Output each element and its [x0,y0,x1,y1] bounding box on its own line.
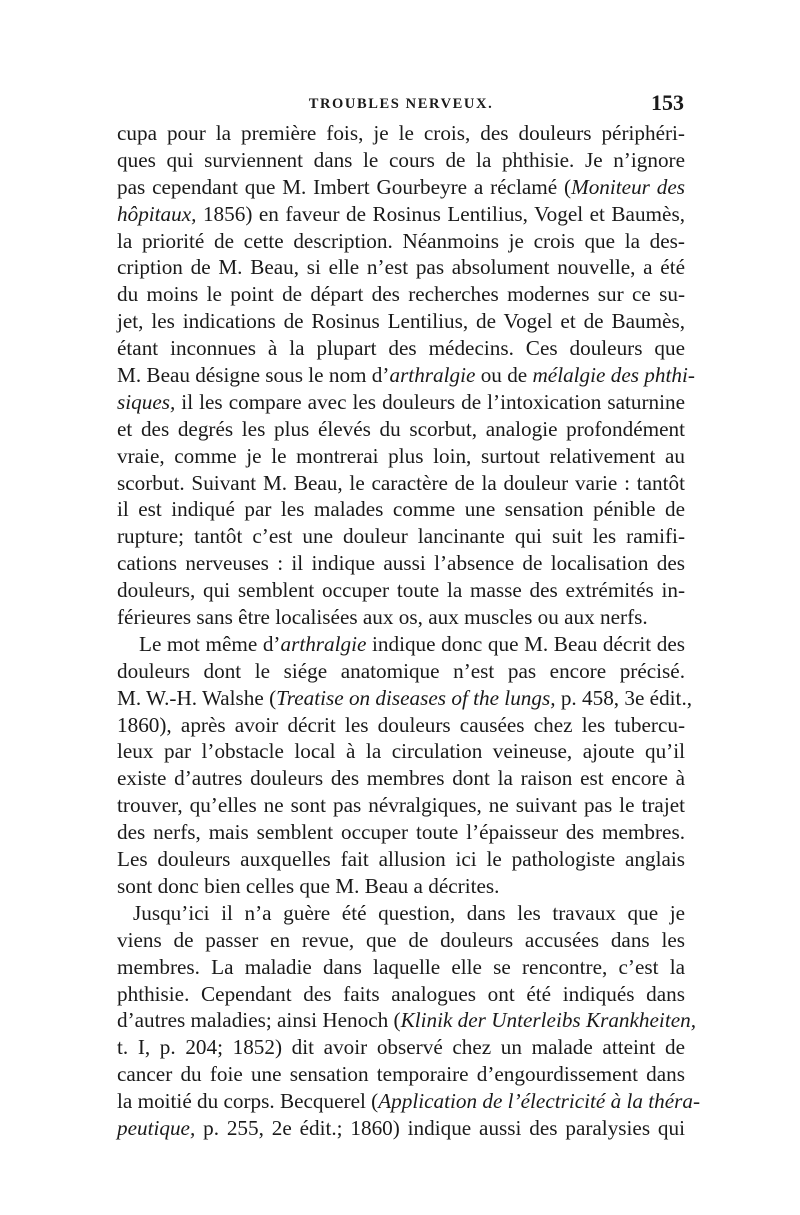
text-line [117,1061,685,1088]
italic-text-segment: mélalgie des phthi- [532,363,695,388]
text-line [117,550,685,577]
text-segment: viens de passer en revue, que de douleurs accusées dans les [117,927,685,952]
running-title: TROUBLES NERVEUX. [308,96,494,112]
text-segment: la moitié du corps. Becquerel ( [117,1089,379,1114]
page-header [118,90,684,120]
text-line [117,604,685,631]
text-line [117,819,685,846]
italic-text-segment: arthralgie [389,363,476,388]
text-line [117,416,685,443]
text-line [117,389,685,416]
text-segment: la priorité de cette description. Néanmoins je crois que la des- [117,228,685,253]
text-line [117,523,685,550]
text-segment: douleurs dont le siége anatomique n’est pas encore précisé. [117,658,685,683]
italic-text-segment: hôpitaux, [117,201,197,226]
text-segment: M. Beau désigne sous le nom d’ [117,363,390,388]
text-line [117,281,685,308]
text-line [117,927,685,954]
text-segment: il les compare avec les douleurs de l’intoxication saturnine [175,389,685,414]
text-segment: il est indiqué par les malades comme une sensation pénible de [117,497,685,522]
text-line [117,577,685,604]
text-line [117,981,685,1008]
text-line [117,254,685,281]
text-segment: M. W.-H. Walshe ( [117,685,277,710]
text-segment: d’autres maladies; ainsi Henoch ( [117,1008,401,1033]
text-line [117,712,685,739]
text-line [117,900,685,927]
text-segment: existe d’autres douleurs des membres dont la raison est encore à [117,766,685,791]
text-line [117,792,685,819]
text-line [117,120,685,147]
page-number: 153 [651,90,684,115]
text-line [117,201,685,228]
text-segment: férieures sans être localisées aux os, aux muscles ou aux nerfs. [117,605,648,630]
text-line [117,1034,685,1061]
text-segment: ques qui surviennent dans le cours de la phthisie. Je n’ignore [117,147,685,172]
italic-text-segment: siques, [117,389,176,414]
italic-text-segment: arthralgie [280,631,367,656]
italic-text-segment: Application de l’électricité à la théra- [378,1089,701,1114]
text-line [117,308,685,335]
text-line [117,685,693,712]
text-segment: cription de M. Beau, si elle n’est pas absolument nouvelle, a été [117,255,685,280]
text-segment: p. 458, 3e édit., [555,685,693,710]
text-segment: étant inconnues à la plupart des médecins. Ces douleurs que [117,336,685,361]
text-segment: cupa pour la première fois, je le crois, des douleurs périphéri- [117,121,685,145]
body-text [117,120,701,1142]
italic-text-segment: peutique, [117,1115,196,1140]
text-line [117,954,685,981]
text-segment: scorbut. Suivant M. Beau, le caractère de la douleur varie : tantôt [117,470,685,495]
text-line [117,470,685,497]
text-segment: Jusqu’ici il n’a guère été question, dans les travaux que je [133,900,685,925]
text-segment: cations nerveuses : il indique aussi l’absence de localisation des [117,551,685,576]
text-segment: 1860), après avoir décrit les douleurs causées chez les tubercu- [117,712,685,737]
text-segment: Les douleurs auxquelles fait allusion ici le pathologiste anglais [117,847,685,872]
italic-text-segment: Klinik der Unterleibs Krankheiten, [400,1008,696,1033]
text-line [117,443,685,470]
text-line [117,738,685,765]
text-segment: et des degrés les plus élevés du scorbut, analogie profondément [117,416,685,441]
text-line [117,631,685,658]
text-segment: Le mot même d’ [139,631,281,656]
text-segment: pas cependant que M. Imbert Gourbeyre a réclamé ( [117,174,572,199]
text-segment: jet, les indications de Rosinus Lentilius, de Vogel et de Baumès, [117,309,685,334]
text-line [117,873,685,900]
text-line [117,846,685,873]
text-segment: p. 255, 2e édit.; 1860) indique aussi des paralysies qui [195,1115,685,1140]
text-line [117,1088,701,1115]
text-segment: leux par l’obstacle local à la circulation veineuse, ajoute qu’il [117,739,685,764]
text-segment: phthisie. Cependant des faits analogues ont été indiqués dans [117,981,685,1006]
text-segment: vraie, comme je le montrerai plus loin, surtout relativement au [117,443,685,468]
text-line [117,765,685,792]
text-line [117,147,685,174]
text-segment: indique donc que M. Beau décrit des [366,631,685,656]
text-segment: ou de [475,363,533,388]
text-segment: trouver, qu’elles ne sont pas névralgiques, ne suivant pas le trajet [117,793,685,818]
text-line [117,174,685,201]
text-line [117,658,685,685]
text-line [117,362,695,389]
italic-text-segment: Treatise on diseases of the lungs, [276,685,556,710]
text-segment: sont donc bien celles que M. Beau a décrites. [117,873,500,898]
text-segment: cancer du foie une sensation temporaire d’engourdissement dans [117,1062,685,1087]
italic-text-segment: Moniteur des [571,174,685,199]
text-segment: des nerfs, mais semblent occuper toute l’épaisseur des membres. [117,820,685,845]
text-segment: rupture; tantôt c’est une douleur lancinante qui suit les ramifi- [117,524,685,549]
text-line [117,1007,696,1034]
text-line [117,1115,685,1142]
text-segment: du moins le point de départ des recherches modernes sur ce su- [117,282,685,307]
text-line [117,335,685,362]
text-segment: t. I, p. 204; 1852) dit avoir observé chez un malade atteint de [117,1035,685,1060]
text-segment: douleurs, qui semblent occuper toute la masse des extrémités in- [117,578,685,603]
text-line [117,228,685,255]
text-segment: membres. La maladie dans laquelle elle se rencontre, c’est la [117,954,685,979]
text-line [117,496,685,523]
text-segment: 1856) en faveur de Rosinus Lentilius, Vogel et Baumès, [196,201,685,226]
